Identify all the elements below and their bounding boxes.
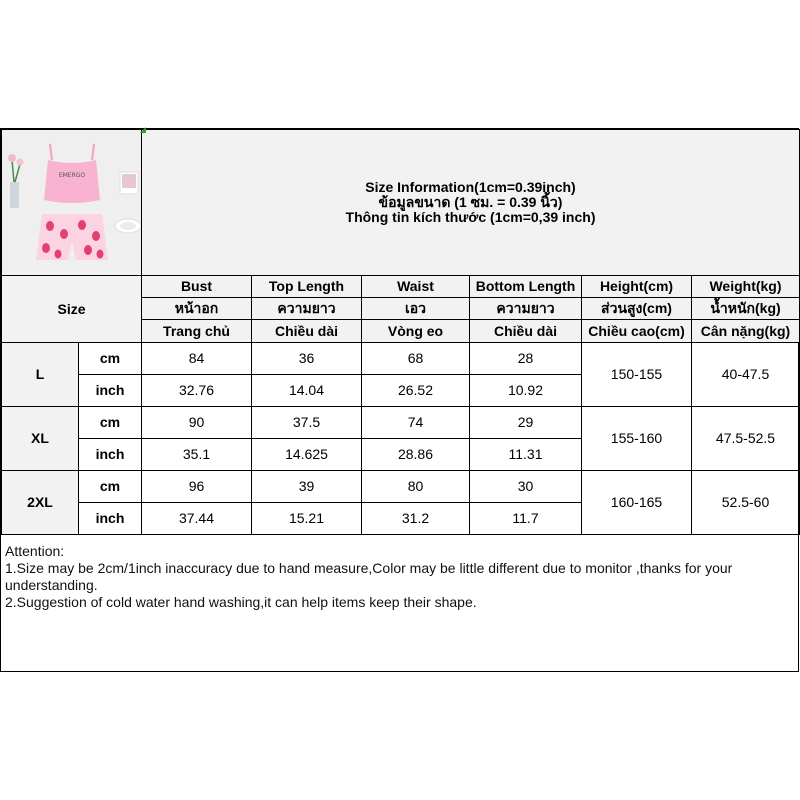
cell-weight: 52.5-60 (692, 471, 800, 535)
title-vietnamese: Thông tin kích thước (1cm=0,39 inch) (345, 209, 596, 226)
unit-inch: inch (79, 503, 142, 535)
cell-waist: 80 (362, 471, 470, 503)
top-print-text: EMERGO (58, 172, 86, 179)
product-photo (2, 130, 142, 276)
cell-bottom-length: 11.31 (470, 439, 582, 471)
col-waist-th: เอว (362, 298, 470, 320)
cell-top-length: 37.5 (252, 407, 362, 439)
cell-bust: 35.1 (142, 439, 252, 471)
cell-bottom-length: 10.92 (470, 375, 582, 407)
col-weight-en: Weight(kg) (692, 276, 800, 298)
cell-waist: 28.86 (362, 439, 470, 471)
cell-waist: 31.2 (362, 503, 470, 535)
unit-inch: inch (79, 439, 142, 471)
col-height-vi: Chiều cao(cm) (582, 320, 692, 343)
cell-waist: 26.52 (362, 375, 470, 407)
size-name-l: L (2, 343, 79, 407)
unit-cm: cm (79, 407, 142, 439)
cell-weight: 40-47.5 (692, 343, 800, 407)
col-weight-vi: Cân nặng(kg) (692, 320, 800, 343)
col-top-length-vi: Chiều dài (252, 320, 362, 343)
col-bottom-length-vi: Chiều dài (470, 320, 582, 343)
crop-top (44, 160, 100, 203)
cell-bust: 32.76 (142, 375, 252, 407)
cell-bust: 84 (142, 343, 252, 375)
notes-line-1: 1.Size may be 2cm/1inch inaccuracy due to hand measure,Color may be little different due to monitor ,thanks for your understanding. (5, 560, 733, 593)
unit-inch: inch (79, 375, 142, 407)
cell-top-length: 36 (252, 343, 362, 375)
table-row (2, 343, 800, 375)
cell-bottom-length: 30 (470, 471, 582, 503)
size-name-2xl: 2XL (2, 471, 79, 535)
cell-top-length: 14.04 (252, 375, 362, 407)
col-bust-th: หน้าอก (142, 298, 252, 320)
unit-cm: cm (79, 471, 142, 503)
cell-height: 160-165 (582, 471, 692, 535)
size-header: Size (2, 276, 142, 343)
cell-bust: 96 (142, 471, 252, 503)
col-height-th: ส่วนสูง(cm) (582, 298, 692, 320)
col-waist-en: Waist (362, 276, 470, 298)
size-table (1, 129, 800, 535)
cell-top-length: 15.21 (252, 503, 362, 535)
attention-notes (1, 543, 798, 611)
col-bust-en: Bust (142, 276, 252, 298)
col-bottom-length-en: Bottom Length (470, 276, 582, 298)
cell-waist: 68 (362, 343, 470, 375)
corner-marker (140, 127, 146, 133)
col-bottom-length-th: ความยาว (470, 298, 582, 320)
cell-bust: 90 (142, 407, 252, 439)
size-info-title (142, 130, 800, 276)
cell-bottom-length: 29 (470, 407, 582, 439)
col-weight-th: น้ำหนัก(kg) (692, 298, 800, 320)
size-chart (0, 128, 799, 672)
notes-line-2: 2.Suggestion of cold water hand washing,it can help items keep their shape. (5, 594, 477, 610)
title-english: Size Information(1cm=0.39inch) (365, 178, 576, 195)
cell-bottom-length: 11.7 (470, 503, 582, 535)
col-top-length-en: Top Length (252, 276, 362, 298)
col-waist-vi: Vòng eo (362, 320, 470, 343)
table-row (2, 407, 800, 439)
cell-top-length: 39 (252, 471, 362, 503)
cell-waist: 74 (362, 407, 470, 439)
col-top-length-th: ความยาว (252, 298, 362, 320)
cell-height: 150-155 (582, 343, 692, 407)
table-row (2, 471, 800, 503)
cell-height: 155-160 (582, 407, 692, 471)
pajama-set-image (2, 130, 142, 272)
col-bust-vi: Trang chủ (142, 320, 252, 343)
size-name-xl: XL (2, 407, 79, 471)
unit-cm: cm (79, 343, 142, 375)
cell-bottom-length: 28 (470, 343, 582, 375)
cell-bust: 37.44 (142, 503, 252, 535)
cell-weight: 47.5-52.5 (692, 407, 800, 471)
notes-heading: Attention: (5, 543, 65, 559)
col-height-en: Height(cm) (582, 276, 692, 298)
cell-top-length: 14.625 (252, 439, 362, 471)
title-thai: ข้อมูลขนาด (1 ซม. = 0.39 นิ้ว) (378, 194, 563, 210)
